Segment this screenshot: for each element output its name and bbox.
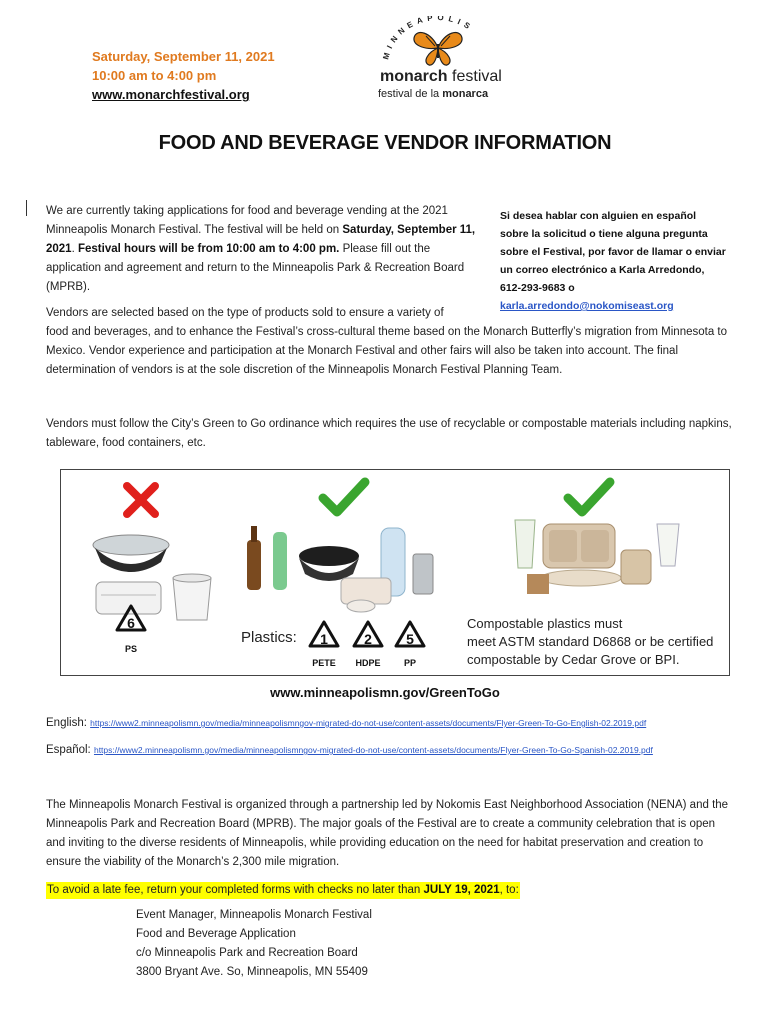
- compostable-containers-icon: [515, 520, 679, 594]
- recycle-code-5-label: PP: [403, 658, 417, 668]
- logo-arc-graphic: [366, 16, 506, 72]
- recycle-code-1-icon: [310, 622, 338, 668]
- recycle-code-6-number: 6: [127, 615, 135, 631]
- recycle-code-1-label: PETE: [312, 658, 336, 668]
- green-to-go-graphic: [60, 469, 730, 676]
- green-to-go-illustration: [61, 470, 728, 674]
- english-label: English:: [46, 717, 87, 729]
- butterfly-icon: [414, 33, 462, 66]
- deadline-notice: [46, 882, 520, 899]
- deadline-date: JULY 19, 2021: [423, 884, 500, 896]
- intro-text-1: We are currently taking applications for food and beverage vending at the 2021 Minneapolis Monarch Festival. The festival will be held on: [46, 205, 448, 236]
- intro-paragraph: [46, 202, 478, 297]
- address-line: c/o Minneapolis Park and Recreation Board: [136, 947, 358, 959]
- page-title: FOOD AND BEVERAGE VENDOR INFORMATION: [158, 132, 612, 154]
- logo-name-regular: monarch: [380, 68, 448, 85]
- address-line: 3800 Bryant Ave. So, Minneapolis, MN 55409: [136, 966, 368, 978]
- mailing-address: [136, 906, 372, 982]
- organization-paragraph: The Minneapolis Monarch Festival is organized through a partnership led by Nokomis East Neighborhood Association (NENA) and the Minneapolis Park and Recreation Board (MPRB). The major goals of the Festival are to create a community celebration that is open and inviting to the diverse residents of Minneapolis, while providing education on the need for habitat preservation and creation to ensure the viability of the Monarch’s 2,300 mile migration.: [46, 799, 729, 868]
- deadline-text-pre: To avoid a late fee, return your completed forms with checks no later than: [47, 884, 424, 896]
- english-flyer-line: [46, 717, 646, 729]
- plastics-label: Plastics:: [241, 629, 297, 646]
- recycle-code-5-icon: [396, 622, 424, 668]
- spanish-contact-text: Si desea hablar con alguien en español sobre la solicitud o tiene alguna pregunta sobre el Festival, por favor de llamar o enviar un correo electrónico a Karla Arredondo, 612-293-9683 o: [500, 210, 726, 294]
- deadline-text-post: , to:: [499, 884, 519, 896]
- logo-sub-bold: monarca: [442, 88, 489, 100]
- recycle-code-1-number: 1: [320, 631, 328, 647]
- spanish-contact-box: [484, 203, 726, 317]
- contact-email-link[interactable]: karla.arredondo@nokomiseast.org: [500, 300, 674, 312]
- polystyrene-containers-icon: [93, 535, 211, 620]
- recycle-code-6-label: PS: [124, 644, 138, 654]
- selection-paragraph: food and beverages, and to enhance the Festival’s cross-cultural theme based on the Monarch Butterfly’s migration from Minnesota to Mexico. Vendor experience and participation at the Monarch Festival and other fairs will also be taken into account. The final determination of vendors is at the sole discretion of the Minneapolis Monarch Festival Planning Team.: [46, 326, 728, 376]
- recycle-code-2-label: HDPE: [355, 658, 381, 668]
- intro-text-3: Please fill out the application and agreement and return to the Minneapolis Park & Recreation Board (MPRB).: [46, 243, 465, 293]
- green-to-go-paragraph: Vendors must follow the City’s Green to Go ordinance which requires the use of recyclable or compostable materials including napkins, tableware, food containers, etc.: [46, 418, 732, 449]
- address-line: Food and Beverage Application: [136, 928, 296, 940]
- logo-name-bold: festival: [452, 68, 502, 85]
- intro-text-2: .: [71, 243, 78, 255]
- logo-subtitle: [378, 88, 488, 100]
- event-date: Saturday, September 11, 2021: [92, 49, 275, 64]
- selection-paragraph-line1: Vendors are selected based on the type of products sold to ensure a variety of: [46, 307, 444, 319]
- english-flyer-link[interactable]: https://www2.minneapolismn.gov/media/minneapolismngov-migrated-do-not-use/content-assets/documents/Flyer-Green-To-Go-English-02.2019.pdf: [90, 718, 647, 728]
- intro-date: Saturday, September 11, 2021: [46, 224, 476, 255]
- recycle-code-2-icon: [354, 622, 382, 668]
- spanish-label: Español:: [46, 744, 91, 756]
- text-cursor: [26, 200, 27, 216]
- event-info: [92, 47, 275, 104]
- recycle-code-5-number: 5: [406, 631, 414, 647]
- compostable-note: Compostable plastics must meet ASTM standard D6868 or be certified compostable by Cedar Grove or BPI.: [467, 616, 714, 667]
- spanish-flyer-link[interactable]: https://www2.minneapolismn.gov/media/minneapolismngov-migrated-do-not-use/content-assets/documents/Flyer-Green-To-Go-Spanish-02.2019.pdf: [93, 745, 653, 755]
- recyclable-plastics-icon: [247, 526, 433, 612]
- intro-hours: Festival hours will be from 10:00 am to 4:00 pm.: [77, 243, 340, 255]
- event-website-link[interactable]: www.monarchfestival.org: [92, 87, 250, 102]
- address-line: Event Manager, Minneapolis Monarch Festival: [136, 909, 372, 921]
- logo-sub-regular: festival de la: [378, 88, 440, 100]
- logo-arc-text: MINNEAPOLIS: [381, 16, 476, 61]
- allowed-check-icon: [323, 482, 365, 512]
- compostable-check-icon: [568, 482, 610, 512]
- monarch-festival-logo: [366, 16, 506, 106]
- event-hours: 10:00 am to 4:00 pm: [92, 68, 217, 83]
- logo-name: [380, 68, 502, 86]
- not-allowed-x-icon: [127, 486, 155, 514]
- recycle-code-2-number: 2: [364, 631, 372, 647]
- green-to-go-url[interactable]: www.minneapolismn.gov/GreenToGo: [270, 685, 500, 700]
- spanish-flyer-line: [46, 744, 653, 756]
